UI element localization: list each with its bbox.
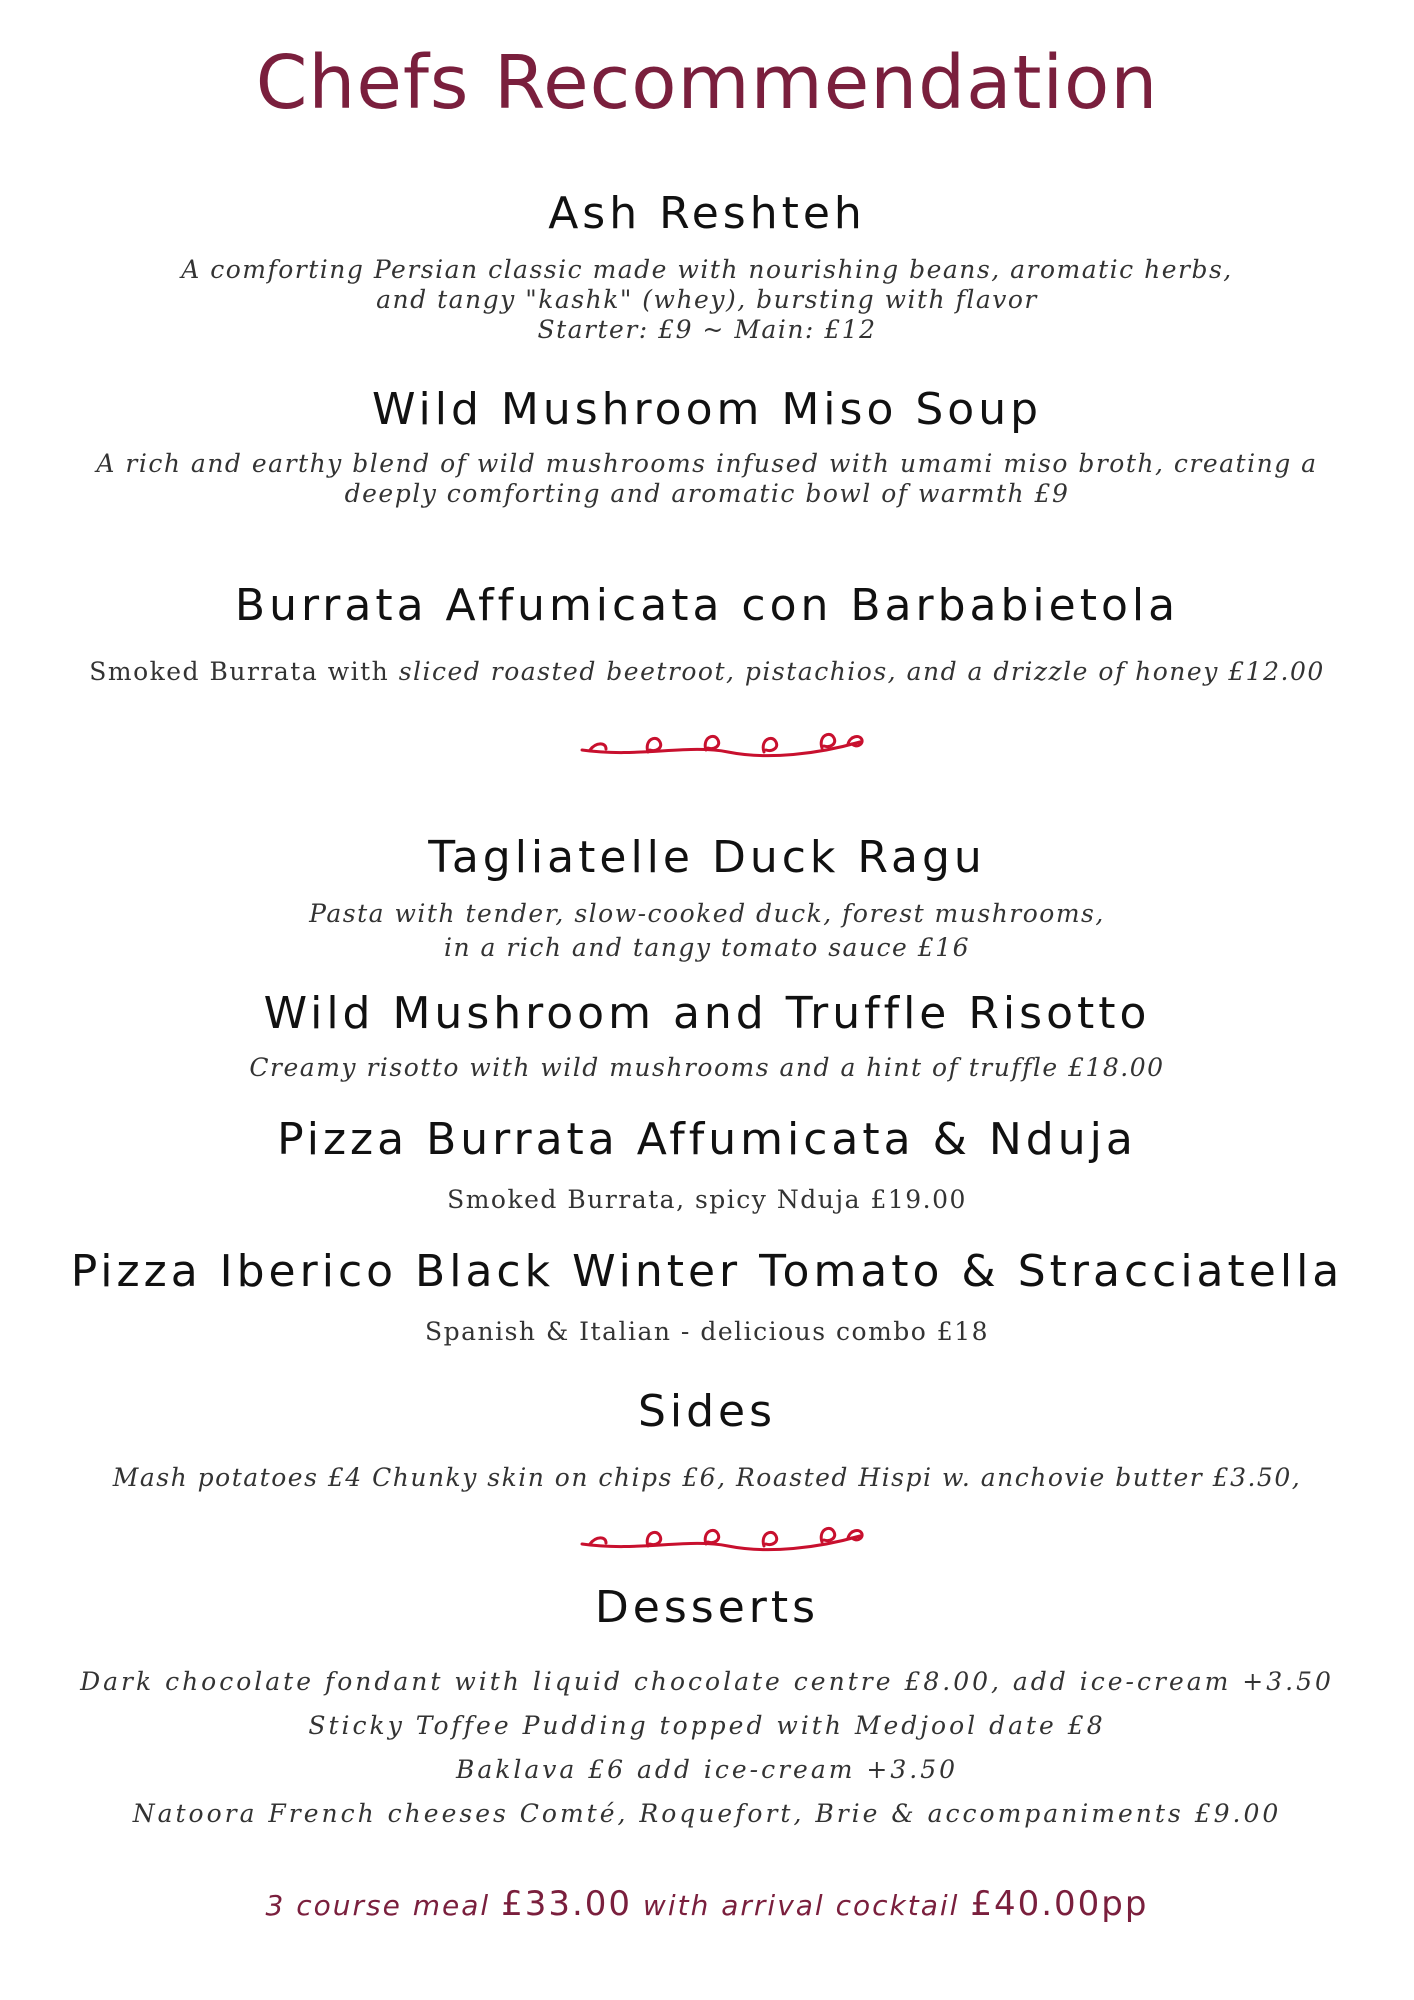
- dish-description: deeply comforting and aromatic bowl of warmth £9: [344, 479, 1070, 508]
- dish-name: Wild Mushroom Miso Soup: [371, 384, 1043, 435]
- vine-leaves-divider-icon: [578, 1526, 868, 1562]
- dish-price: Starter: £9 ~ Main: £12: [537, 315, 877, 344]
- dish-description: A rich and earthy blend of wild mushrooms infused with umami miso broth, creating a: [96, 449, 1318, 478]
- dish-name: Burrata Affumicata con Barbabietola: [234, 580, 1180, 631]
- dish-name: Pizza Iberico Black Winter Tomato & Stracciatella: [70, 1246, 1344, 1297]
- set-menu-offer: [0, 1884, 1414, 1924]
- dish-description: [0, 656, 1414, 687]
- sides-text: Mash potatoes £4 Chunky skin on chips £6, Roasted Hispi w. anchovie butter £3.50,: [112, 1463, 1302, 1492]
- dish-description-italic: sliced roasted beetroot, pistachios, and a drizzle of honey £12.00: [398, 657, 1325, 686]
- dessert-item: Sticky Toffee Pudding topped with Medjool date £8: [308, 1711, 1106, 1740]
- desserts-heading: Desserts: [594, 1582, 820, 1633]
- offer-text: 3 course meal: [265, 1889, 502, 1922]
- vine-leaves-divider-icon: [578, 732, 868, 768]
- dish-name: Ash Reshteh: [548, 188, 866, 239]
- dessert-item: Baklava £6 add ice-cream +3.50: [455, 1755, 959, 1784]
- dish-name: Pizza Burrata Affumicata & Nduja: [277, 1114, 1137, 1165]
- dish-description: A comforting Persian classic made with nourishing beans, aromatic herbs,: [181, 255, 1233, 284]
- page-title: Chefs Recommendation: [255, 40, 1159, 126]
- dish-description: and tangy "kashk" (whey), bursting with flavor: [376, 285, 1038, 314]
- dish-description: Pasta with tender, slow-cooked duck, forest mushrooms,: [309, 899, 1105, 928]
- dish-description: in a rich and tangy tomato sauce £16: [443, 933, 971, 962]
- offer-price: £33.00: [501, 1884, 633, 1924]
- dish-name: Wild Mushroom and Truffle Risotto: [263, 988, 1151, 1039]
- sides-heading: Sides: [637, 1386, 777, 1437]
- dish-description: Smoked Burrata, spicy Nduja £19.00: [447, 1185, 967, 1214]
- dish-name: Tagliatelle Duck Ragu: [428, 832, 986, 883]
- dish-description: Creamy risotto with wild mushrooms and a hint of truffle £18.00: [249, 1053, 1165, 1082]
- dessert-item: Dark chocolate fondant with liquid chocolate centre £8.00, add ice-cream +3.50: [80, 1667, 1334, 1696]
- dessert-item: Natoora French cheeses Comté, Roquefort, Brie & accompaniments £9.00: [132, 1799, 1282, 1828]
- dish-description: Spanish & Italian - delicious combo £18: [424, 1317, 990, 1346]
- offer-price: £40.00pp: [970, 1884, 1149, 1924]
- dish-description-upright: Smoked Burrata with: [89, 657, 399, 686]
- offer-text: with arrival cocktail: [632, 1889, 971, 1922]
